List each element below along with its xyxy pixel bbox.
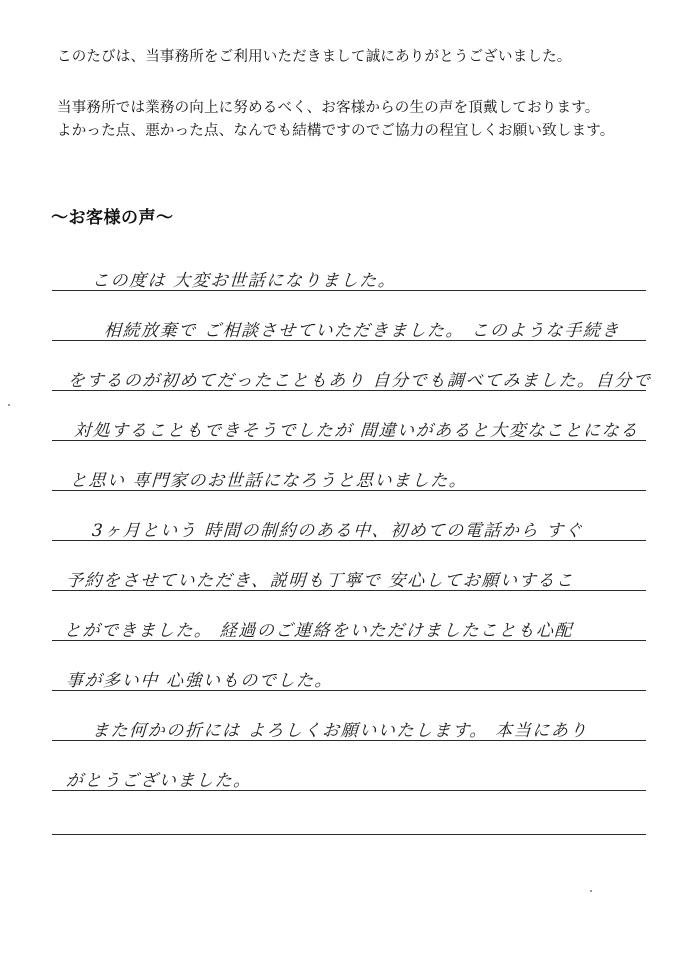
ruled-line bbox=[52, 540, 646, 541]
customer-voice-heading: ～お客様の声～ bbox=[51, 208, 174, 228]
intro-text-line-2: よかった点、悪かった点、なんでも結構ですのでご協力の程宜しくお願い致します。 bbox=[57, 123, 615, 139]
handwritten-line: また何かの折には よろしくお願いいたします。 本当にあり bbox=[91, 721, 589, 741]
handwritten-line: この度は 大変お世話になりました。 bbox=[91, 271, 398, 291]
ruled-line bbox=[52, 790, 646, 791]
greeting-text: このたびは、当事務所をご利用いただきまして誠にありがとうございました。 bbox=[57, 49, 572, 65]
handwritten-line: とができました。 経過のご連絡をいただけましたことも心配 bbox=[63, 621, 574, 641]
scan-speck bbox=[590, 890, 592, 892]
ruled-line bbox=[52, 440, 646, 441]
handwritten-line: がとうございました。 bbox=[65, 771, 253, 791]
ruled-line bbox=[52, 490, 646, 491]
ruled-line bbox=[52, 740, 646, 741]
ruled-line bbox=[52, 290, 646, 291]
handwritten-line: と思い 専門家のお世話になろうと思いました。 bbox=[69, 471, 469, 491]
intro-text-line-1: 当事務所では業務の向上に努めるべく、お客様からの生の声を頂戴しております。 bbox=[57, 100, 600, 116]
ruled-line bbox=[52, 834, 646, 835]
scan-speck bbox=[8, 404, 10, 406]
ruled-line bbox=[52, 640, 646, 641]
ruled-line bbox=[52, 390, 646, 391]
ruled-line bbox=[52, 340, 646, 341]
handwritten-line: 相続放棄で ご相談させていただきました。 このような手続き bbox=[103, 321, 621, 341]
handwritten-line: 3ヶ月という 時間の制約のある中、初めての電話から すぐ bbox=[91, 521, 584, 541]
handwritten-line: 事が多い中 心強いものでした。 bbox=[65, 671, 334, 691]
handwritten-line: 対処することもできそうでしたが 間違いがあると大変なことになる bbox=[73, 421, 640, 441]
ruled-line bbox=[52, 590, 646, 591]
handwritten-line: をするのが初めてだったこともあり 自分でも調べてみました。自分で bbox=[67, 371, 653, 391]
handwritten-line: 予約をさせていただき、説明も丁寧で 安心してお願いするこ bbox=[65, 571, 575, 591]
ruled-line bbox=[52, 690, 646, 691]
